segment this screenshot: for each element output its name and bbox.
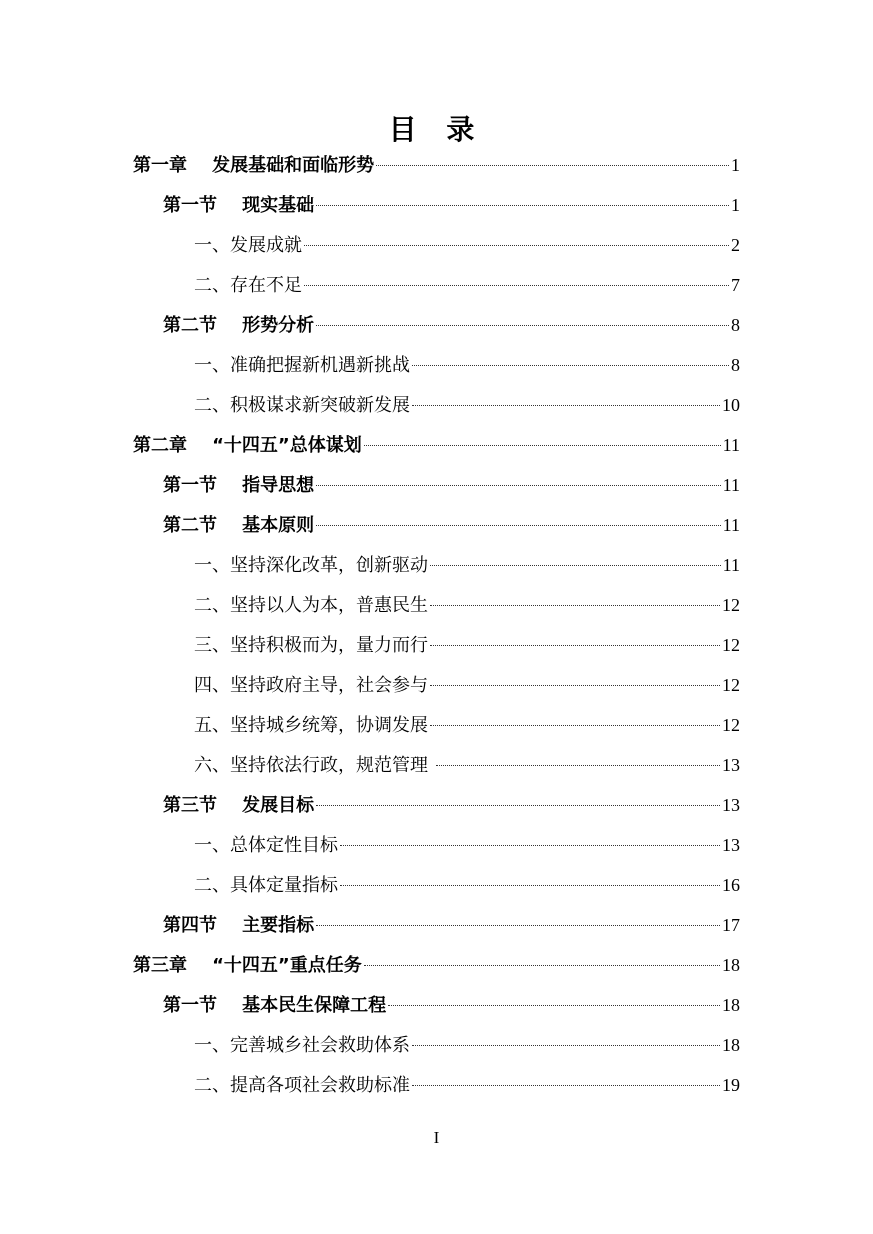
toc-entry[interactable]: [194, 230, 740, 260]
toc-entry-label: 第一节 基本民生保障工程: [163, 995, 387, 1016]
toc-dot-leader: [316, 325, 729, 326]
toc-entry-page: 8: [731, 315, 740, 335]
toc-entry-page: 18: [722, 955, 740, 975]
toc-entry-label: 一、准确把握新机遇新挑战: [194, 355, 410, 376]
page-title: 目 录: [388, 113, 485, 146]
toc-entry-label: 三、坚持积极而为，量力而行: [194, 635, 428, 656]
toc-entry-page: 18: [722, 1035, 740, 1055]
toc-dot-leader: [430, 565, 721, 566]
toc-entry-label: 六、坚持依法行政，规范管理: [194, 755, 434, 776]
toc-entry[interactable]: [194, 1070, 740, 1100]
toc-dot-leader: [412, 1085, 720, 1086]
toc-entry[interactable]: [194, 1030, 740, 1060]
toc-entry-label: 第一节 指导思想: [163, 475, 315, 496]
toc-entry-page: 16: [722, 875, 740, 895]
toc-dot-leader: [304, 245, 729, 246]
toc-entry-page: 11: [722, 555, 740, 575]
toc-entry-page: 12: [722, 595, 740, 615]
toc-dot-leader: [412, 365, 729, 366]
toc-dot-leader: [316, 525, 721, 526]
toc-entry[interactable]: [163, 910, 740, 940]
toc-entry-label: 四、坚持政府主导，社会参与: [194, 675, 428, 696]
toc-entry[interactable]: [194, 270, 740, 300]
toc-entry-page: 11: [722, 435, 740, 455]
toc-entry-label: 五、坚持城乡统筹，协调发展: [194, 715, 428, 736]
toc-entry[interactable]: [133, 430, 740, 460]
toc-entry-label: 一、坚持深化改革，创新驱动: [194, 555, 428, 576]
toc-entry-label: 第四节 主要指标: [163, 915, 315, 936]
toc-entry-page: 19: [722, 1075, 740, 1095]
toc-dot-leader: [430, 605, 720, 606]
toc-dot-leader: [340, 845, 720, 846]
toc-entry-page: 10: [722, 395, 740, 415]
toc-entry-label: 二、提高各项社会救助标准: [194, 1075, 410, 1096]
toc-entry[interactable]: [194, 830, 740, 860]
toc-entry-page: 11: [722, 475, 740, 495]
toc-entry[interactable]: [194, 710, 740, 740]
toc-entry-page: 13: [722, 835, 740, 855]
toc-dot-leader: [412, 1045, 720, 1046]
toc-entry-label: 第一节 现实基础: [163, 195, 315, 216]
toc-dot-leader: [430, 685, 720, 686]
toc-entry-page: 18: [722, 995, 740, 1015]
toc-entry-label: 一、完善城乡社会救助体系: [194, 1035, 410, 1056]
toc-entry-label: 一、发展成就: [194, 235, 302, 256]
toc-entry-label: 二、坚持以人为本，普惠民生: [194, 595, 428, 616]
toc-entry[interactable]: [163, 190, 740, 220]
toc-entry-label: 第二节 基本原则: [163, 515, 315, 536]
toc-entry[interactable]: [163, 510, 740, 540]
toc-dot-leader: [364, 445, 721, 446]
toc-entry-label: 第三节 发展目标: [163, 795, 315, 816]
toc-entry[interactable]: [163, 990, 740, 1020]
toc-entry[interactable]: [194, 670, 740, 700]
toc-entry-page: 2: [731, 235, 740, 255]
toc-entry-page: 13: [722, 755, 740, 775]
toc-entry-label: 二、存在不足: [194, 275, 302, 296]
toc-entry-page: 1: [731, 195, 740, 215]
toc-entry[interactable]: [163, 470, 740, 500]
toc-entry-label: 第二章 “十四五”总体谋划: [133, 435, 362, 456]
toc-dot-leader: [316, 805, 720, 806]
toc-entry-page: 7: [731, 275, 740, 295]
toc-entry-page: 12: [722, 675, 740, 695]
toc-dot-leader: [376, 165, 729, 166]
toc-entry-page: 17: [722, 915, 740, 935]
toc-dot-leader: [340, 885, 720, 886]
toc-entry[interactable]: [133, 150, 740, 180]
toc-entry-label: 一、总体定性目标: [194, 835, 338, 856]
toc-entry[interactable]: [194, 350, 740, 380]
toc-dot-leader: [304, 285, 729, 286]
toc-dot-leader: [364, 965, 720, 966]
toc-entry[interactable]: [194, 630, 740, 660]
toc-entry-label: 二、具体定量指标: [194, 875, 338, 896]
toc-entry-page: 1: [731, 155, 740, 175]
toc-dot-leader: [388, 1005, 720, 1006]
toc-entry-page: 11: [722, 515, 740, 535]
toc-entry[interactable]: [194, 750, 740, 780]
footer-page-number: I: [433, 1128, 440, 1147]
toc-dot-leader: [316, 485, 721, 486]
toc-entry[interactable]: [194, 870, 740, 900]
toc-dot-leader: [412, 405, 720, 406]
toc-dot-leader: [436, 765, 720, 766]
toc-entry[interactable]: [163, 790, 740, 820]
toc-entry-label: 第一章 发展基础和面临形势: [133, 155, 375, 176]
toc-entry[interactable]: [194, 550, 740, 580]
toc-entry-page: 12: [722, 635, 740, 655]
toc-entry-page: 12: [722, 715, 740, 735]
toc-entry[interactable]: [133, 950, 740, 980]
toc-entry-label: 第二节 形势分析: [163, 315, 315, 336]
toc-entry-page: 13: [722, 795, 740, 815]
toc-entry[interactable]: [163, 310, 740, 340]
toc-dot-leader: [430, 645, 720, 646]
toc-entry-label: 第三章 “十四五”重点任务: [133, 955, 362, 976]
toc-entry[interactable]: [194, 590, 740, 620]
toc-dot-leader: [316, 205, 729, 206]
toc-entry[interactable]: [194, 390, 740, 420]
toc-entry-label: 二、积极谋求新突破新发展: [194, 395, 410, 416]
toc-dot-leader: [316, 925, 720, 926]
toc-dot-leader: [430, 725, 720, 726]
toc-entry-page: 8: [731, 355, 740, 375]
